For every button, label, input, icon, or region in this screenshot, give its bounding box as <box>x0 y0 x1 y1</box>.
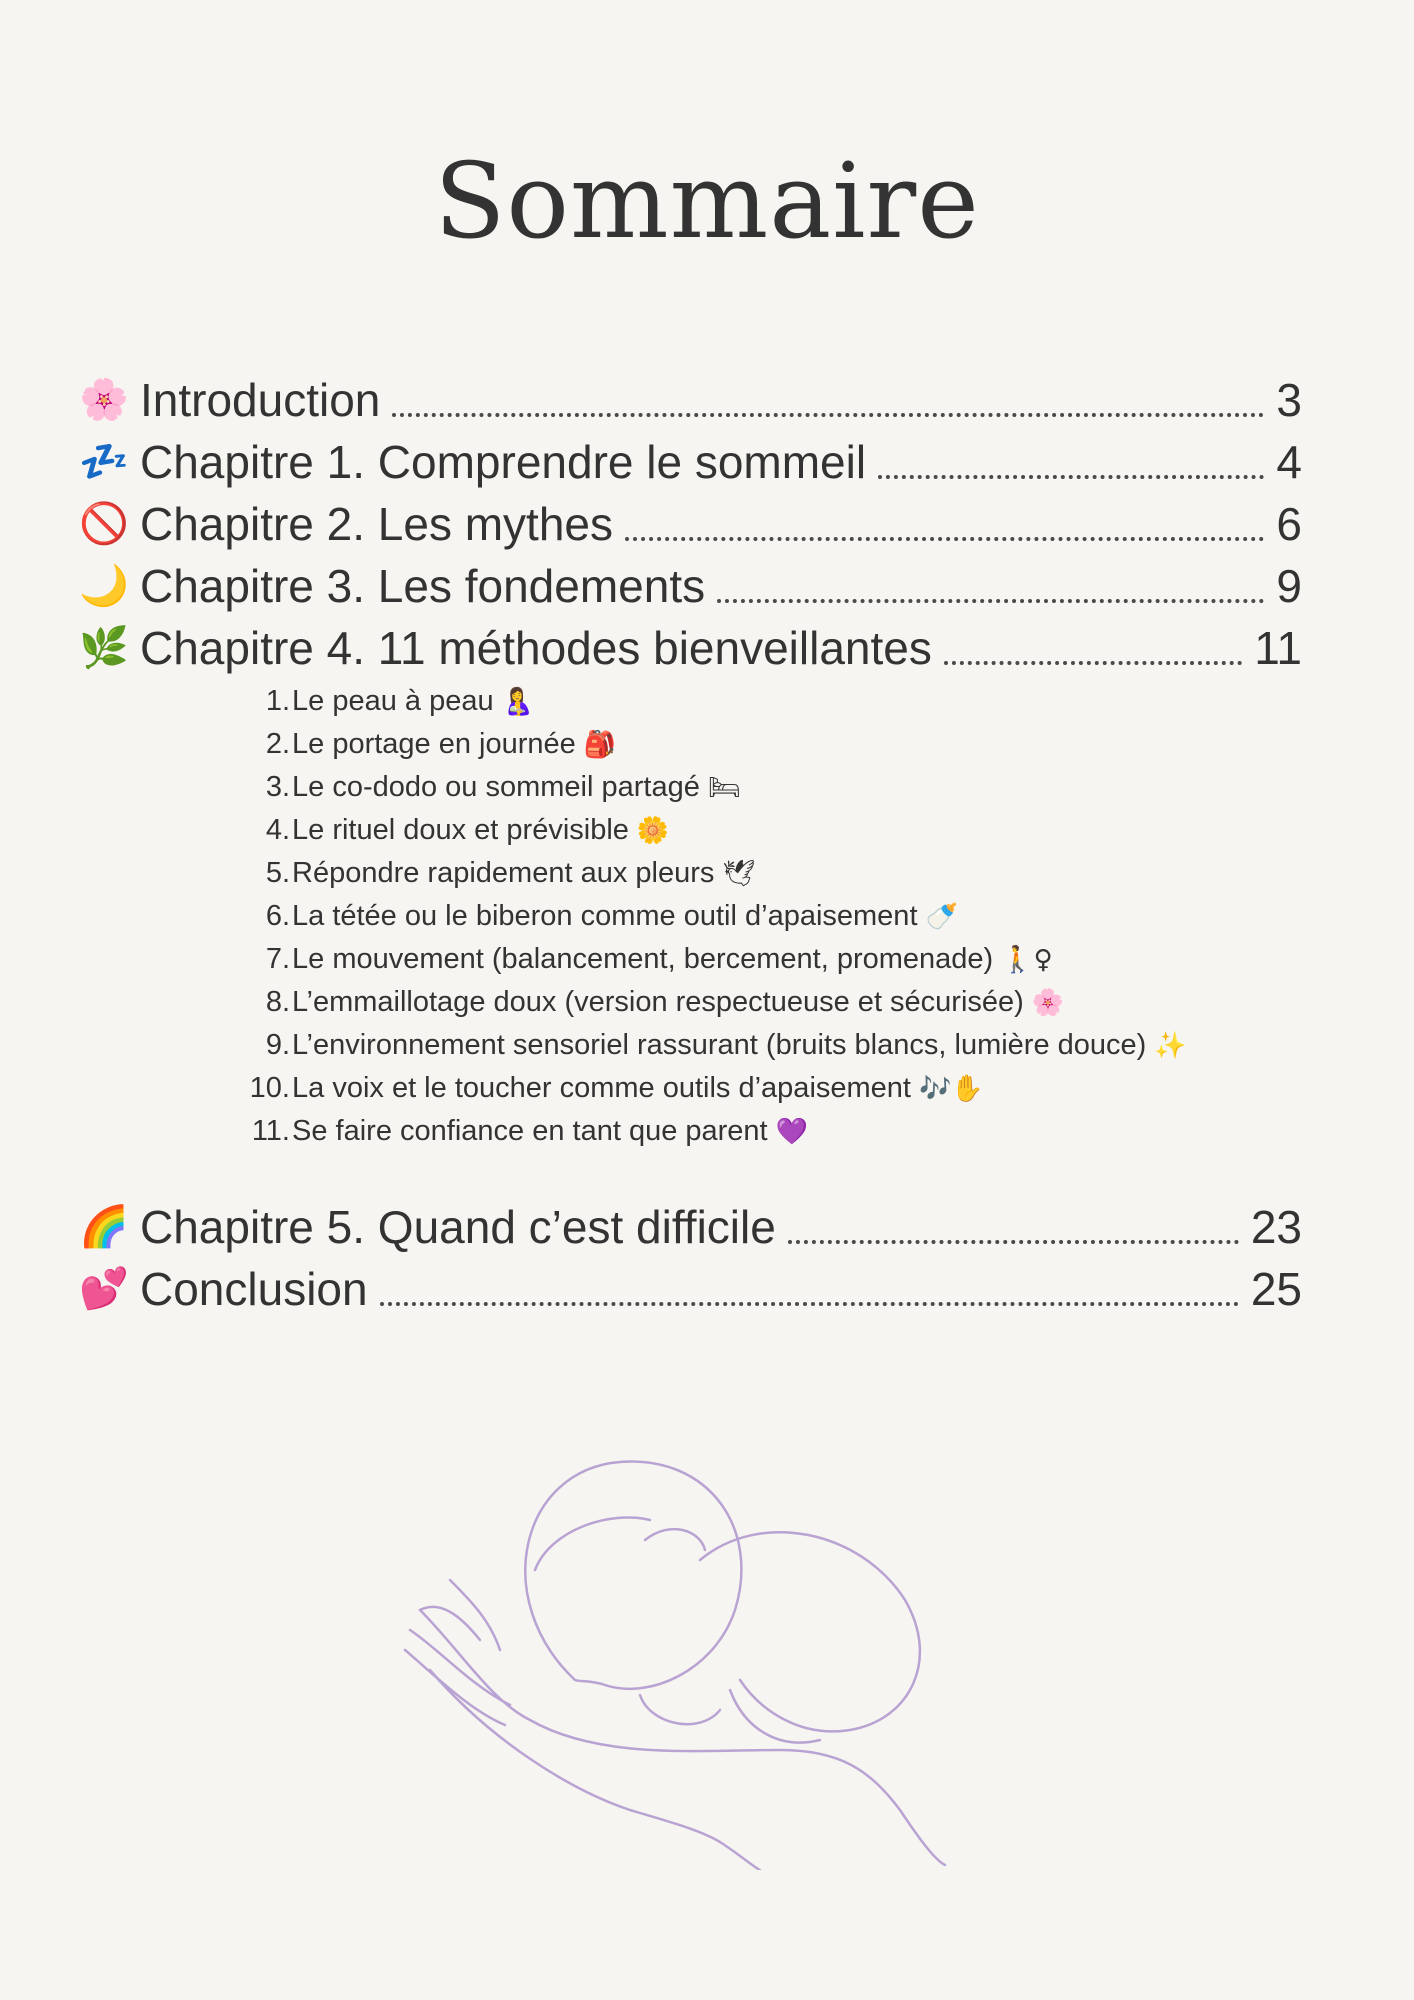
list-number: 3. <box>265 771 290 803</box>
herb-icon: 🌿 <box>79 625 129 671</box>
baby-head-line <box>525 1462 741 1689</box>
list-text: Le co-dodo ou sommeil partagé <box>292 771 700 803</box>
toc-page-number: 9 <box>1276 560 1302 612</box>
methods-list <box>230 680 1310 1153</box>
ear-line <box>645 1529 705 1550</box>
dot-leader <box>717 599 1264 603</box>
zzz-icon: 💤 <box>79 439 129 485</box>
toc-label: Conclusion <box>140 1263 368 1315</box>
list-text: Répondre rapidement aux pleurs <box>292 857 715 889</box>
daisy-icon: 🌼 <box>636 815 670 846</box>
list-number: 2. <box>265 728 290 760</box>
list-text: Se faire confiance en tant que parent <box>292 1115 768 1147</box>
list-number: 8. <box>265 986 290 1018</box>
rainbow-icon: 🌈 <box>79 1204 129 1250</box>
toc-row-chapter-1[interactable] <box>78 432 1302 492</box>
breastfeeding-icon: 🤱 <box>501 686 534 717</box>
toc-label: Introduction <box>140 374 381 426</box>
two-hearts-icon: 💕 <box>79 1266 129 1312</box>
list-item[interactable] <box>230 723 1310 766</box>
list-item[interactable] <box>230 938 1310 981</box>
music-hand-icon: 🎶✋ <box>918 1073 984 1104</box>
list-number: 9. <box>265 1029 290 1061</box>
page-title: Sommaire <box>434 140 980 262</box>
toc-page-number: 6 <box>1276 498 1302 550</box>
dot-leader <box>392 413 1264 417</box>
dot-leader <box>380 1302 1239 1306</box>
list-text: Le peau à peau <box>292 685 494 717</box>
toc-page-number: 11 <box>1254 622 1302 674</box>
list-item[interactable] <box>230 1024 1310 1067</box>
crescent-moon-icon: 🌙 <box>79 563 129 609</box>
list-text: L’environnement sensoriel rassurant (bruits blancs, lumière douce) <box>292 1029 1147 1061</box>
list-item[interactable] <box>230 981 1310 1024</box>
toc-row-chapter-4[interactable] <box>78 618 1302 678</box>
toc-page-number: 4 <box>1276 436 1302 488</box>
list-number: 1. <box>265 685 290 717</box>
list-number: 5. <box>265 857 290 889</box>
baby-arm-line <box>640 1695 720 1724</box>
list-item[interactable] <box>230 895 1310 938</box>
toc-row-chapter-3[interactable] <box>78 556 1302 616</box>
face-line <box>535 1517 650 1570</box>
purple-heart-icon: 💜 <box>775 1116 808 1147</box>
thumb-line <box>450 1580 500 1650</box>
list-text: La voix et le toucher comme outils d’apaisement <box>292 1072 911 1104</box>
prohibited-icon: 🚫 <box>79 501 129 547</box>
list-number: 7. <box>265 943 290 975</box>
list-text: La tétée ou le biberon comme outil d’apaisement <box>292 900 918 932</box>
list-item[interactable] <box>230 680 1310 723</box>
woman-walking-icon: 🚶♀ <box>1001 944 1053 975</box>
toc-page-number: 25 <box>1250 1263 1302 1315</box>
toc-label: Chapitre 1. Comprendre le sommeil <box>140 436 867 488</box>
toc-label: Chapitre 4. 11 méthodes bienveillantes <box>140 622 932 674</box>
cherry-blossom-icon: 🌸 <box>1031 987 1065 1018</box>
list-number: 4. <box>265 814 290 846</box>
list-text: Le rituel doux et prévisible <box>292 814 629 846</box>
toc-page-number: 3 <box>1276 374 1302 426</box>
dot-leader <box>625 537 1264 541</box>
cherry-blossom-icon: 🌸 <box>79 377 129 423</box>
list-item[interactable] <box>230 1110 1310 1153</box>
wrist-line <box>430 1670 760 1870</box>
baby-body-line <box>700 1532 920 1731</box>
list-text: Le mouvement (balancement, bercement, promenade) <box>292 943 994 975</box>
sparkles-icon: ✨ <box>1154 1030 1187 1061</box>
baby-leg-line <box>730 1690 820 1743</box>
finger-line <box>420 1607 480 1640</box>
bed-icon: 🛏 <box>707 772 741 803</box>
toc-row-conclusion[interactable] <box>78 1259 1302 1319</box>
list-text: Le portage en journée <box>292 728 576 760</box>
list-item[interactable] <box>230 809 1310 852</box>
dot-leader <box>878 475 1264 479</box>
dot-leader <box>788 1240 1239 1244</box>
list-item[interactable] <box>230 1067 1310 1110</box>
toc-row-chapter-2[interactable] <box>78 494 1302 554</box>
list-item[interactable] <box>230 766 1310 809</box>
toc-row-introduction[interactable] <box>78 370 1302 430</box>
list-number: 11. <box>251 1115 290 1147</box>
dot-leader <box>944 661 1242 665</box>
toc-row-chapter-5[interactable] <box>78 1197 1302 1257</box>
baby-bottle-icon: 🍼 <box>925 901 958 932</box>
toc-label: Chapitre 5. Quand c’est difficile <box>140 1201 776 1253</box>
toc-label: Chapitre 3. Les fondements <box>140 560 706 612</box>
list-number: 6. <box>265 900 290 932</box>
list-text: L’emmaillotage doux (version respectueuse et sécurisée) <box>292 986 1024 1018</box>
dove-icon: 🕊 <box>722 858 756 889</box>
baby-in-hand-illustration <box>400 1450 1020 1870</box>
toc-label: Chapitre 2. Les mythes <box>140 498 614 550</box>
list-item[interactable] <box>230 852 1310 895</box>
backpack-icon: 🎒 <box>583 729 617 760</box>
list-number: 10. <box>249 1072 290 1104</box>
toc-page-number: 23 <box>1250 1201 1302 1253</box>
